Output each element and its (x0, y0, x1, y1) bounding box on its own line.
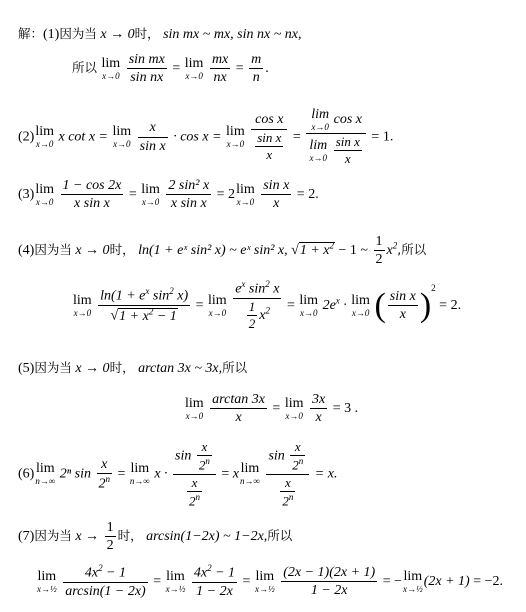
text-when: 时， (109, 242, 135, 258)
fraction: $\frac{\text{sin x}}{x}$ (263, 178, 290, 212)
fraction: $\frac{(2x - 1)(2x + 1)}{1 - 2x}$ (283, 564, 376, 599)
part-label: (6) (18, 466, 35, 482)
result: = x. (314, 466, 338, 482)
expression: − 1 ~ (338, 243, 368, 259)
expression: = 2 (216, 187, 236, 203)
text-so: 所以 (72, 60, 98, 76)
text-because-when: 因为当 (34, 528, 72, 544)
lim-operator: lim x→0 (208, 292, 227, 318)
solution-lead: 解： (18, 26, 44, 41)
lim-operator: lim x→0 (185, 395, 204, 421)
fraction: $\frac{4x^2 - 1}{\arcsin(1 - 2x)}$ (65, 563, 146, 600)
text-because-when: 因为当 (34, 360, 72, 375)
fraction: $\frac{x}{\text{sin x}}$ (139, 120, 166, 154)
lim-operator: lim x→0 (112, 124, 132, 150)
part-label: (5) (18, 361, 35, 376)
part2-limit: (2) lim x→0 x cot x = lim x→0 $\frac{x}{\text{sin x}}$ · cos x = lim x→0 $\frac{\text{cos x}}{\frac{\text{sin x}}{x}}$ = lim x→0 cos x lim x→0 $\frac{\text{sin x}}{x}$ = 1. (18, 107, 394, 167)
fraction: $\frac{m}{n}$ (251, 52, 262, 86)
result: = 2. (296, 187, 319, 203)
fraction: $\frac{mx}{nx}$ (211, 52, 229, 86)
text-so: 所以 (267, 528, 293, 544)
condition: x → 0 (75, 361, 110, 376)
part3-limit: (3) lim x→0 $\frac{1 - \cos 2x}{\text{x sin x}}$ = lim x→0 $\frac{\text{2 sin² x}}{\text{x sin x}}$ = 2 lim x→0 $\frac{\text{sin x}}{x}$ = 2. (18, 178, 319, 212)
text-so: 所以 (222, 360, 248, 375)
lim-operator: lim x→0 (101, 55, 121, 81)
fraction: lim x→0 cos x lim x→0 $\frac{\text{sin x}}{x}$ (306, 108, 366, 167)
fraction: $\frac{1}{2}$ (375, 234, 383, 268)
lim-operator: lim x→0 (141, 181, 160, 207)
solution-part1-intro (18, 24, 302, 43)
equivalence: arctan 3x ~ 3x, (138, 361, 223, 376)
lim-operator: lim x→0 (299, 292, 319, 318)
part-label: (7) (18, 529, 35, 545)
equivalence: sin mx ~ mx, sin nx ~ nx, (163, 27, 302, 42)
text-so: ,所以 (397, 242, 427, 258)
part5-limit: lim x→0 $\frac{\arctan 3x}{x}$ = lim x→0 $\frac{3x}{x}$ = 3 . (185, 392, 359, 426)
expression: x cot x = (58, 129, 108, 145)
fraction: sin $\frac{x}{2^n}$ $\frac{x}{2^n}$ (173, 440, 216, 509)
part7-intro: (7)因为当 x → $\frac{1}{2}$ 时， arcsin(1−2x) ~ 1−2x,所以 (18, 520, 293, 554)
lim-operator: lim x→0 (351, 292, 370, 318)
expression: · cos x = (173, 129, 222, 145)
fraction: $e^x$ $\sin^2 x$ $\frac{1}{2}$ $x^2$ (235, 279, 280, 332)
lim-operator: lim n→∞ (129, 461, 150, 487)
lim-operator: lim x→0 (73, 292, 92, 318)
text-when: 时， (134, 26, 160, 41)
part-label: (3) (18, 187, 35, 203)
fraction: $\frac{\text{cos x}}{\frac{\text{sin x}}{x}}$ (251, 112, 287, 162)
equivalence: ln(1 + eˣ sin² x) ~ eˣ sin² x, (138, 243, 288, 259)
lim-operator: lim x→½ (165, 568, 186, 594)
fraction: $\frac{\text{sin x}}{x}$ (389, 288, 416, 323)
lim-operator: lim n→∞ (240, 461, 260, 487)
part5-intro (18, 358, 247, 377)
lim-operator: lim x→0 (226, 124, 245, 150)
part-label: (4) (18, 243, 35, 259)
lim-operator: lim x→0 (35, 181, 54, 207)
part7-limit: lim x→½ $\frac{4x^2 - 1}{\arcsin(1 - 2x)}$ = lim x→½ $\frac{4x^2 - 1}{1 - 2x}$ = lim x→½ $\frac{(2x - 1)(2x + 1)}{1 - 2x}$ = − lim x→½ (2x + 1) = −2. (37, 563, 504, 600)
fraction: $\frac{\text{2 sin² x}}{\text{x sin x}}$ (168, 178, 210, 212)
condition: x → 0 (100, 27, 135, 42)
part4-intro: (4)因为当 x → 0时， ln(1 + eˣ sin² x) ~ eˣ sin² x, $√1 + x^2 - 1$ ~ $\frac{1}{2}$ $x^2$,所以 (18, 234, 427, 268)
part1-limit: 所以 lim x→0 $\frac{\text{sin mx}}{\text{sin nx}}$ = lim x→0 $\frac{mx}{nx}$ = $\frac{m}{n}$ . (72, 52, 269, 86)
lim-operator: lim x→½ (37, 568, 57, 594)
fraction: $\frac{3x}{x}$ (312, 392, 326, 426)
result: = 2. (439, 298, 462, 314)
sqrt-expression: $√1 + x^2$ (291, 240, 335, 259)
result: = 1. (371, 129, 394, 145)
expression: 2ⁿ sin (59, 466, 91, 482)
lim-operator: lim x→0 (284, 395, 304, 421)
fraction: $\frac{\ln(1 + e^x \sin^2 x)}{√1 + x^2 - 1}$ (100, 286, 189, 324)
lim-operator: lim x→0 (184, 55, 204, 81)
result: = −2. (473, 573, 504, 589)
fraction: $\frac{x}{2^n}$ (98, 456, 110, 492)
part-label: (2) (18, 129, 35, 145)
text-because-when: 因为当 (59, 26, 97, 41)
part-label: (1) (43, 27, 60, 42)
fraction: sin $\frac{x}{2^n}$ $\frac{x}{2^n}$ (266, 440, 309, 509)
fraction: $\frac{4x^2 - 1}{1 - 2x}$ (193, 563, 236, 600)
condition: x → 0 (75, 243, 110, 259)
equivalence: arcsin(1−2x) ~ 1−2x, (146, 529, 268, 545)
result: = 3 . (332, 401, 359, 417)
text-when: 时， (117, 528, 143, 544)
lim-operator: lim x→½ (402, 568, 423, 594)
lim-operator: lim n→∞ (35, 461, 56, 487)
part6-limit: (6) lim n→∞ 2ⁿ sin $\frac{x}{2^n}$ = lim n→∞ x · sin $\frac{x}{2^n}$ $\frac{x}{2^n}$ = x lim n→∞ sin $\frac{x}{2^n}$ $\frac{x}{2^n}$ = x. (18, 439, 338, 509)
fraction: $\frac{\arctan 3x}{x}$ (212, 392, 265, 426)
lim-operator: lim x→0 (35, 124, 54, 150)
fraction: $\frac{\text{sin mx}}{\text{sin nx}}$ (128, 52, 165, 86)
text-because-when: 因为当 (34, 242, 72, 258)
text-when: 时， (109, 360, 135, 375)
lim-operator: lim x→½ (254, 568, 275, 594)
fraction: $\frac{1}{2}$ (106, 520, 114, 554)
fraction: $\frac{1 - \cos 2x}{\text{x sin x}}$ (62, 178, 122, 212)
part4-limit: lim x→0 $\frac{\ln(1 + e^x \sin^2 x)}{√1 + x^2 - 1}$ = lim x→0 $e^x$ $\sin^2 x$ $\frac{1}{2}$ $x^2$ = lim x→0 $2e^x$ · lim x→0 ( $\frac{\text{sin x}}{x}$ )$^2$ = 2. (73, 279, 462, 332)
lim-operator: lim x→0 (236, 181, 255, 207)
